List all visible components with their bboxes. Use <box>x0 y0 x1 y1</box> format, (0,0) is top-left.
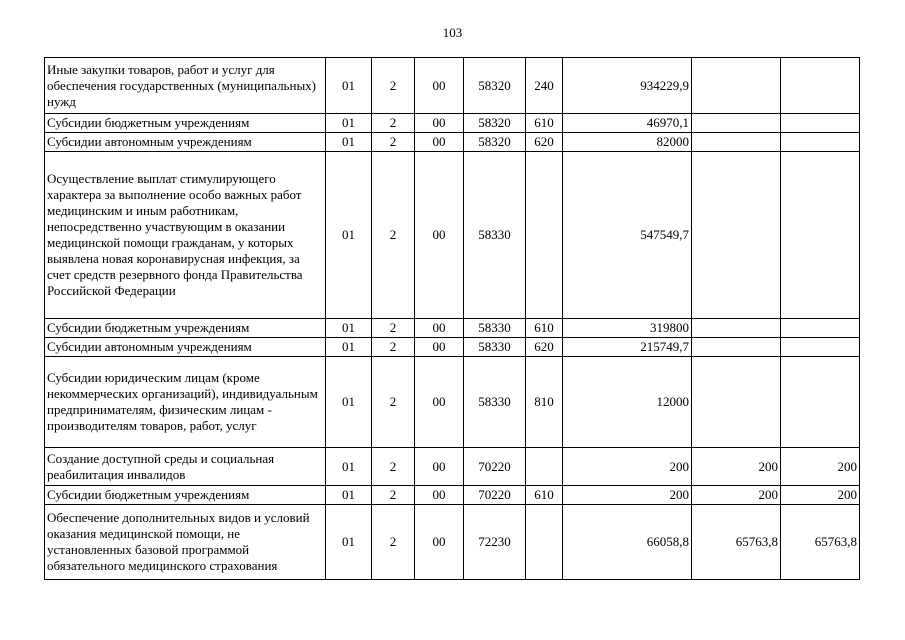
table-row <box>45 338 860 357</box>
row-name: Субсидии автономным учреждениям <box>45 133 326 152</box>
cell-pr: 2 <box>372 338 415 357</box>
cell-pr: 2 <box>372 448 415 486</box>
cell-rz: 01 <box>326 114 372 133</box>
table-row <box>45 133 860 152</box>
table-row <box>45 114 860 133</box>
cell-program: 00 <box>415 319 464 338</box>
cell-sum-2 <box>692 338 781 357</box>
cell-sum-1: 12000 <box>563 357 692 448</box>
cell-csr: 70220 <box>464 448 526 486</box>
cell-vr <box>526 152 563 319</box>
cell-csr: 58330 <box>464 319 526 338</box>
budget-table <box>44 57 860 580</box>
cell-sum-2 <box>692 319 781 338</box>
cell-sum-1: 66058,8 <box>563 505 692 580</box>
table-row <box>45 357 860 448</box>
cell-vr: 810 <box>526 357 563 448</box>
cell-program: 00 <box>415 357 464 448</box>
cell-sum-2: 200 <box>692 486 781 505</box>
table-row <box>45 152 860 319</box>
cell-sum-3 <box>781 338 860 357</box>
cell-sum-3 <box>781 58 860 114</box>
cell-csr: 70220 <box>464 486 526 505</box>
cell-csr: 58320 <box>464 114 526 133</box>
cell-pr: 2 <box>372 505 415 580</box>
cell-sum-2: 200 <box>692 448 781 486</box>
cell-sum-1: 46970,1 <box>563 114 692 133</box>
cell-sum-2 <box>692 357 781 448</box>
cell-sum-1: 547549,7 <box>563 152 692 319</box>
cell-rz: 01 <box>326 58 372 114</box>
cell-pr: 2 <box>372 357 415 448</box>
cell-sum-2 <box>692 58 781 114</box>
cell-program: 00 <box>415 58 464 114</box>
cell-sum-3 <box>781 319 860 338</box>
row-name: Субсидии бюджетным учреждениям <box>45 486 326 505</box>
cell-pr: 2 <box>372 319 415 338</box>
cell-vr: 610 <box>526 114 563 133</box>
cell-vr: 240 <box>526 58 563 114</box>
row-name: Осуществление выплат стимулирующего характера за выполнение особо важных работ медицинским и иным работникам, непосредственно участвующим в оказании медицинской помощи гражданам, у которых выявлена новая коронавирусная инфекция, за счет средств резервного фонда Правительства Российской Федерации <box>45 152 326 319</box>
cell-csr: 58330 <box>464 357 526 448</box>
row-name: Субсидии бюджетным учреждениям <box>45 114 326 133</box>
cell-program: 00 <box>415 448 464 486</box>
cell-sum-3: 200 <box>781 486 860 505</box>
cell-pr: 2 <box>372 152 415 319</box>
cell-rz: 01 <box>326 505 372 580</box>
cell-vr: 610 <box>526 319 563 338</box>
cell-csr: 58330 <box>464 152 526 319</box>
cell-vr: 620 <box>526 133 563 152</box>
table-row <box>45 58 860 114</box>
cell-sum-2 <box>692 133 781 152</box>
cell-csr: 58330 <box>464 338 526 357</box>
table-row <box>45 448 860 486</box>
cell-sum-1: 200 <box>563 448 692 486</box>
cell-sum-1: 934229,9 <box>563 58 692 114</box>
cell-vr <box>526 505 563 580</box>
cell-sum-1: 200 <box>563 486 692 505</box>
cell-pr: 2 <box>372 58 415 114</box>
page-number: 103 <box>442 25 463 40</box>
row-name: Субсидии юридическим лицам (кроме некоммерческих организаций), индивидуальным предпринимателям, физическим лицам - производителям товаров, работ, услуг <box>45 357 326 448</box>
cell-sum-1: 82000 <box>563 133 692 152</box>
cell-rz: 01 <box>326 486 372 505</box>
cell-sum-1: 215749,7 <box>563 338 692 357</box>
cell-vr: 610 <box>526 486 563 505</box>
cell-sum-3: 200 <box>781 448 860 486</box>
cell-pr: 2 <box>372 114 415 133</box>
cell-program: 00 <box>415 152 464 319</box>
table-row <box>45 505 860 580</box>
cell-sum-3 <box>781 133 860 152</box>
cell-sum-3 <box>781 357 860 448</box>
cell-program: 00 <box>415 505 464 580</box>
cell-program: 00 <box>415 338 464 357</box>
cell-vr <box>526 448 563 486</box>
row-name: Создание доступной среды и социальная реабилитация инвалидов <box>45 448 326 486</box>
row-name: Субсидии бюджетным учреждениям <box>45 319 326 338</box>
cell-vr: 620 <box>526 338 563 357</box>
cell-program: 00 <box>415 114 464 133</box>
row-name: Субсидии автономным учреждениям <box>45 338 326 357</box>
cell-csr: 72230 <box>464 505 526 580</box>
cell-sum-2 <box>692 152 781 319</box>
cell-program: 00 <box>415 486 464 505</box>
cell-sum-2: 65763,8 <box>692 505 781 580</box>
cell-program: 00 <box>415 133 464 152</box>
cell-rz: 01 <box>326 448 372 486</box>
table-row <box>45 319 860 338</box>
row-name: Обеспечение дополнительных видов и условий оказания медицинской помощи, не установленных базовой программой обязательного медицинского страхования <box>45 505 326 580</box>
cell-rz: 01 <box>326 133 372 152</box>
cell-sum-1: 319800 <box>563 319 692 338</box>
cell-sum-3 <box>781 114 860 133</box>
cell-csr: 58320 <box>464 58 526 114</box>
cell-sum-3: 65763,8 <box>781 505 860 580</box>
row-name: Иные закупки товаров, работ и услуг для обеспечения государственных (муниципальных) нужд <box>45 58 326 114</box>
cell-rz: 01 <box>326 357 372 448</box>
cell-rz: 01 <box>326 152 372 319</box>
cell-pr: 2 <box>372 486 415 505</box>
table-row <box>45 486 860 505</box>
cell-sum-2 <box>692 114 781 133</box>
cell-pr: 2 <box>372 133 415 152</box>
cell-rz: 01 <box>326 338 372 357</box>
cell-csr: 58320 <box>464 133 526 152</box>
cell-rz: 01 <box>326 319 372 338</box>
cell-sum-3 <box>781 152 860 319</box>
